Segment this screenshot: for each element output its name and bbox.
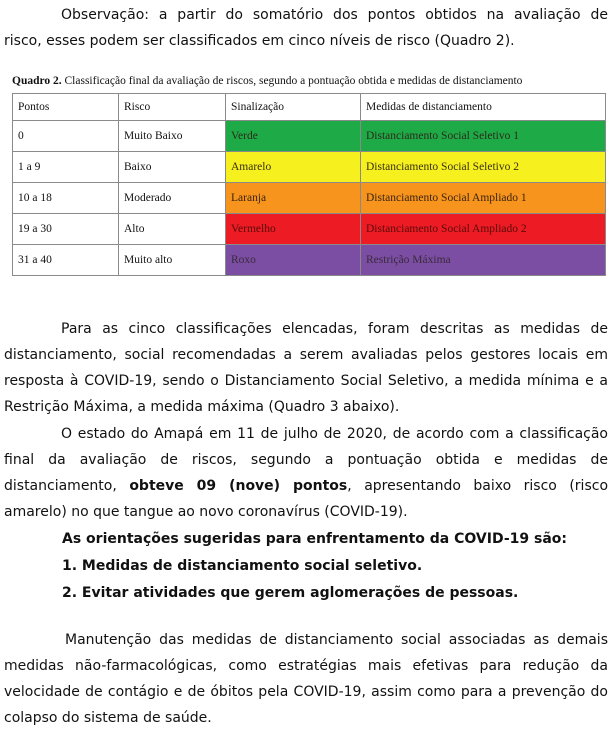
orientacao-item-1: 1. Medidas de distanciamento social seletivo.	[62, 558, 423, 574]
header-sinalizacao: Sinalização	[226, 94, 361, 121]
table-row	[13, 214, 606, 245]
quadro-label: Quadro 2.	[12, 75, 62, 87]
header-medidas: Medidas de distanciamento	[361, 94, 606, 121]
paragraph-manutencao: Manutenção das medidas de distanciamento social associadas as demais medidas não-farmacológicas, como estratégias mais efetivas para redução da velocidade de contágio e de óbitos pela COVID-19, assim como para a prevenção do colapso do sistema de saúde.	[4, 632, 608, 726]
orientacoes-title: As orientações sugeridas para enfrentamento da COVID-19 são:	[62, 531, 567, 547]
cell-risco: Alto	[119, 214, 226, 245]
cell-pontos: 31 a 40	[13, 245, 119, 276]
table-row	[13, 121, 606, 152]
cell-pontos: 0	[13, 121, 119, 152]
cell-medida: Distanciamento Social Ampliado 1	[361, 183, 606, 214]
cell-sinalizacao: Amarelo	[226, 152, 361, 183]
cell-sinalizacao: Laranja	[226, 183, 361, 214]
intro-line-2: risco, esses podem ser classificados em cinco níveis de risco (Quadro 2).	[4, 33, 515, 49]
table-header-row	[13, 94, 606, 121]
cell-medida: Distanciamento Social Ampliado 2	[361, 214, 606, 245]
cell-sinalizacao: Vermelho	[226, 214, 361, 245]
risk-classification-table	[12, 93, 606, 276]
quadro-caption	[12, 75, 608, 87]
cell-pontos: 10 a 18	[13, 183, 119, 214]
cell-sinalizacao: Roxo	[226, 245, 361, 276]
cell-risco: Muito Baixo	[119, 121, 226, 152]
quadro-caption-text: Classificação final da avaliação de riscos, segundo a pontuação obtida e medidas de distanciamento	[64, 75, 523, 87]
amapa-text-before: O estado do Amapá em 11 de julho de 2020, de acordo com a classificação final da avaliação de riscos, segundo a pontuação obtida e medidas de distanciamento,	[4, 426, 608, 494]
cell-risco: Baixo	[119, 152, 226, 183]
paragraph-amapa	[4, 421, 608, 525]
intro-paragraph	[4, 2, 608, 54]
paragraph-classificacoes: Para as cinco classificações elencadas, foram descritas as medidas de distanciamento, social recomendadas a serem avaliadas pelos gestores locais em resposta à COVID-19, sendo o Distanciamento Social Seletivo, a medida mínima e a Restrição Máxima, a medida máxima (Quadro 3 abaixo).	[4, 321, 608, 415]
table-row	[13, 183, 606, 214]
table-row	[13, 152, 606, 183]
orientacao-item-2: 2. Evitar atividades que gerem aglomerações de pessoas.	[62, 585, 519, 601]
table-row	[13, 245, 606, 276]
cell-medida: Distanciamento Social Seletivo 1	[361, 121, 606, 152]
cell-sinalizacao: Verde	[226, 121, 361, 152]
cell-pontos: 19 a 30	[13, 214, 119, 245]
amapa-points-bold: obteve 09 (nove) pontos	[129, 478, 348, 494]
cell-medida: Distanciamento Social Seletivo 2	[361, 152, 606, 183]
header-risco: Risco	[119, 94, 226, 121]
amapa-text-after: , apresentando baixo risco (risco amarelo) no que tangue ao novo coronavírus (COVID-19).	[4, 478, 609, 520]
intro-line-1: Observação: a partir do somatório dos pontos obtidos na avaliação de	[61, 7, 608, 23]
cell-pontos: 1 a 9	[13, 152, 119, 183]
cell-risco: Muito alto	[119, 245, 226, 276]
header-pontos: Pontos	[13, 94, 119, 121]
cell-risco: Moderado	[119, 183, 226, 214]
cell-medida: Restrição Máxima	[361, 245, 606, 276]
